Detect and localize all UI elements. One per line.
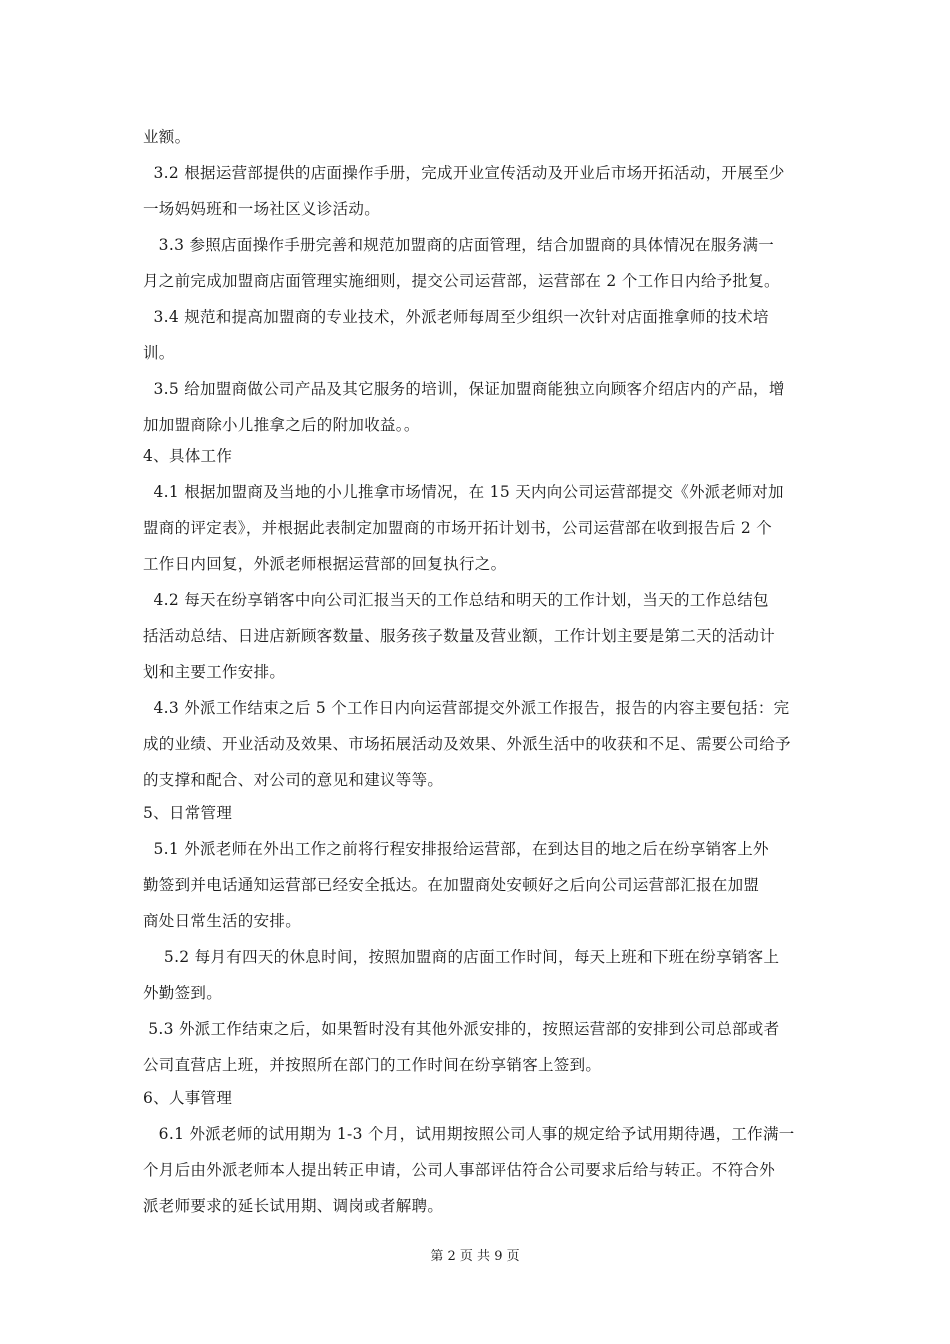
text-line: 工作日内回复，外派老师根据运营部的回复执行之。 <box>143 555 507 573</box>
text-line: 的支撑和配合、对公司的意见和建议等等。 <box>143 771 444 789</box>
text-line: 3.3 参照店面操作手册完善和规范加盟商的店面管理，结合加盟商的具体情况在服务满一 <box>143 236 775 254</box>
text-line: 派老师要求的延长试用期、调岗或者解聘。 <box>143 1197 444 1215</box>
text-line: 4.3 外派工作结束之后 5 个工作日内向运营部提交外派工作报告，报告的内容主要包括：完 <box>143 699 790 717</box>
text-line: 一场妈妈班和一场社区义诊活动。 <box>143 200 381 218</box>
text-line: 5.1 外派老师在外出工作之前将行程安排报给运营部，在到达目的地之后在纷享销客上外 <box>143 840 769 858</box>
text-line: 商处日常生活的安排。 <box>143 912 302 930</box>
text-line: 勤签到并电话通知运营部已经安全抵达。在加盟商处安顿好之后向公司运营部汇报在加盟 <box>143 876 760 894</box>
text-line: 划和主要工作安排。 <box>143 663 286 681</box>
text-line: 4.2 每天在纷享销客中向公司汇报当天的工作总结和明天的工作计划，当天的工作总结包 <box>143 591 769 609</box>
section-heading: 6、人事管理 <box>143 1089 233 1107</box>
text-line: 加加盟商除小儿推拿之后的附加收益。。 <box>143 416 420 434</box>
text-line: 4.1 根据加盟商及当地的小儿推拿市场情况，在 15 天内向公司运营部提交《外派老师对加 <box>143 483 784 501</box>
text-line: 业额。 <box>143 128 191 146</box>
text-line: 成的业绩、开业活动及效果、市场拓展活动及效果、外派生活中的收获和不足、需要公司给予 <box>143 735 791 753</box>
text-line: 3.5 给加盟商做公司产品及其它服务的培训，保证加盟商能独立向顾客介绍店内的产品，增 <box>143 380 785 398</box>
section-heading: 4、具体工作 <box>143 447 233 465</box>
text-line: 5.2 每月有四天的休息时间，按照加盟商的店面工作时间，每天上班和下班在纷享销客上 <box>143 948 780 966</box>
page-footer: 第 2 页 共 9 页 <box>430 1249 520 1264</box>
text-line: 盟商的评定表》，并根据此表制定加盟商的市场开拓计划书，公司运营部在收到报告后 2 个 <box>143 519 773 537</box>
text-line: 5.3 外派工作结束之后，如果暂时没有其他外派安排的，按照运营部的安排到公司总部或者 <box>143 1020 780 1038</box>
text-line: 括活动总结、日进店新顾客数量、服务孩子数量及营业额，工作计划主要是第二天的活动计 <box>143 627 776 645</box>
text-line: 6.1 外派老师的试用期为 1-3 个月，试用期按照公司人事的规定给予试用期待遇，工作满一 <box>143 1125 795 1143</box>
text-line: 个月后由外派老师本人提出转正申请，公司人事部评估符合公司要求后给与转正。不符合外 <box>143 1161 776 1179</box>
text-line: 3.2 根据运营部提供的店面操作手册，完成开业宣传活动及开业后市场开拓活动，开展至少 <box>143 164 785 182</box>
text-line: 训。 <box>143 344 175 362</box>
text-line: 外勤签到。 <box>143 984 223 1002</box>
text-line: 公司直营店上班，并按照所在部门的工作时间在纷享销客上签到。 <box>143 1056 602 1074</box>
text-line: 月之前完成加盟商店面管理实施细则，提交公司运营部，运营部在 2 个工作日内给予批复。 <box>143 272 780 290</box>
section-heading: 5、日常管理 <box>143 804 233 822</box>
text-line: 3.4 规范和提高加盟商的专业技术，外派老师每周至少组织一次针对店面推拿师的技术培 <box>143 308 769 326</box>
